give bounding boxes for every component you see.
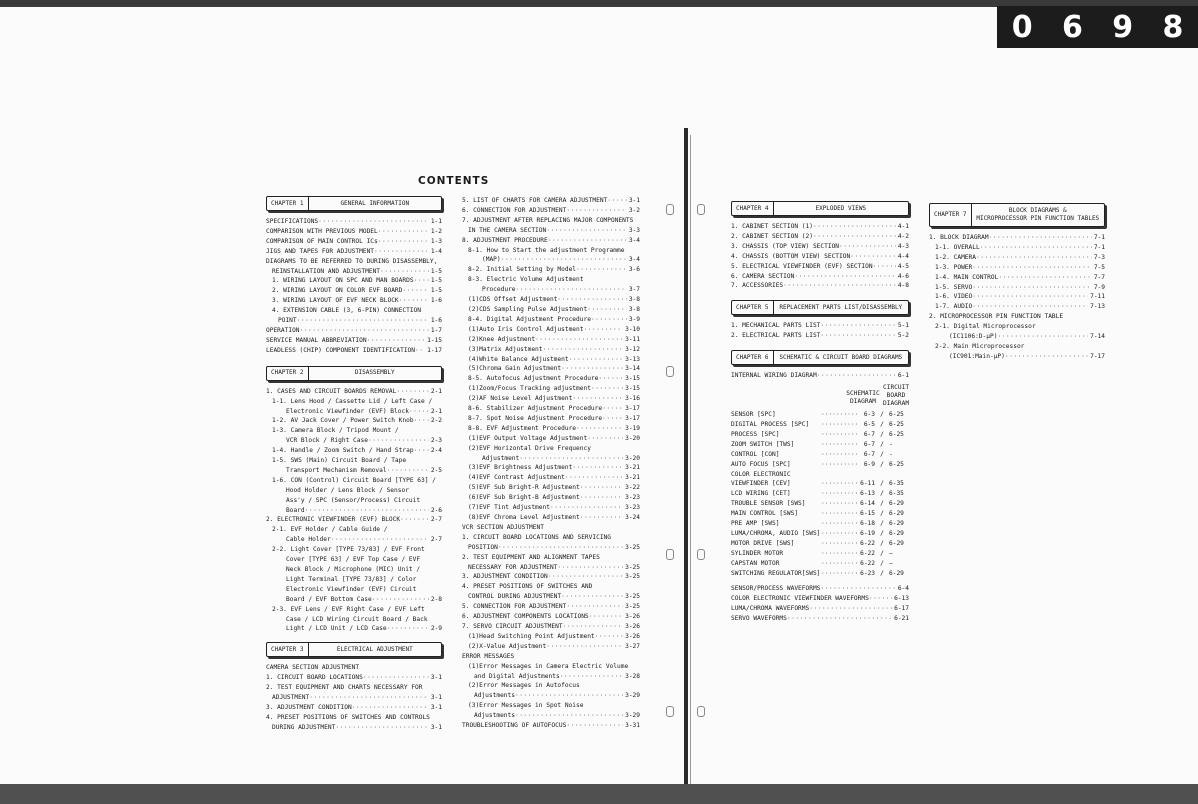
toc-entry: 8-1. How to Start the adjustment Programme [468,246,625,254]
toc-entry: (4)EVF Contrast Adjustment ····· 3-21 [462,473,640,483]
toc-entry: 2. WIRING LAYOUT ON COLOR EVF BOARD ····· 1-5 [266,286,442,296]
toc-entry: VCR SECTION ADJUSTMENT [462,523,544,531]
toc-entry: ERROR MESSAGES [462,652,515,660]
chapter-2-entries [266,387,442,635]
toc-entry: (3)Matrix Adjustment ····· 3-12 [462,345,640,355]
schematic-row: VIEWFINDER [CEV] ····· 6-11 / 6-35 [731,479,909,489]
schematic-row: TROUBLE SENSOR [SWS] ····· 6-14 / 6-29 [731,499,909,509]
toc-entry: 7. ADJUSTMENT AFTER REPLACING MAJOR COMPONENTS [462,216,634,224]
chapter-2-header: CHAPTER 2 DISASSEMBLY [266,366,442,381]
toc-entry: 1-6. VIDEO ····· 7-11 [929,292,1105,302]
toc-entry: Electronic Viewfinder (EVF) Block ····· 2-1 [266,407,442,417]
waveform-entries [731,584,909,624]
toc-entry: CONTROL DURING ADJUSTMENT ····· 3-25 [462,592,640,602]
toc-entry: (7)EVF Tint Adjustment ····· 3-23 [462,503,640,513]
toc-entry: Board ····· 2-6 [266,506,442,516]
schematic-row: COLOR ELECTRONIC [731,470,791,478]
toc-entry: Ass'y / SPC (Sensor/Process) Circuit [286,496,421,504]
toc-entry: Adjustments ····· 3-29 [462,711,640,721]
toc-entry: TROUBLESHOOTING OF AUTOFOCUS ····· 3-31 [462,721,640,731]
toc-entry: 8-5. Autofocus Adjustment Procedure ····· 3-15 [462,374,640,384]
toc-entry: 2-3. EVF Lens / EVF Right Case / EVF Left [272,605,425,613]
toc-entry: 1. CIRCUIT BOARD LOCATIONS ····· 3-1 [266,673,442,683]
toc-entry: (5)Chroma Gain Adjustment ····· 3-14 [462,364,640,374]
toc-entry: (IC901:Main-µP) ····· 7-17 [929,352,1105,362]
toc-entry: 8-6. Stabilizer Adjustment Procedure ····· 3-17 [462,404,640,414]
toc-entry: ADJUSTMENT ····· 3-1 [266,693,442,703]
chapter-3-continued-entries [462,196,640,731]
toc-entry: 1-2. AV Jack Cover / Power Switch Knob ····· 2-2 [266,416,442,426]
toc-entry: (3)Error Messages in Spot Noise [468,702,584,710]
toc-entry: 4. CHASSIS (BOTTOM VIEW) SECTION ····· 4-4 [731,252,909,262]
toc-entry: 1-3. Camera Block / Tripod Mount / [272,427,399,435]
toc-entry: 2-1. Digital Microprocessor [935,323,1036,331]
schematic-row: LCD WIRING [CET] ····· 6-13 / 6-35 [731,489,909,499]
chapter-3-header: CHAPTER 3 ELECTRICAL ADJUSTMENT [266,642,442,657]
binding-hole [666,366,674,377]
toc-entry: 1-2. CAMERA ····· 7-3 [929,253,1105,263]
toc-entry: 2. ELECTRONIC VIEWFINDER (EVF) BLOCK ····· 2-7 [266,515,442,525]
toc-entry: (3)EVF Brightness Adjustment ····· 3-21 [462,463,640,473]
binding-hole [666,706,674,717]
toc-entry: 1-5. SWS (Main) Circuit Board / Tape [272,457,407,465]
chapter-3-entries [266,663,442,732]
page-digit: 0 [1011,9,1033,45]
toc-entry: 6. ADJUSTMENT COMPONENTS LOCATIONS ····· 3-26 [462,612,640,622]
toc-entry: POINT ····· 1-6 [266,316,442,326]
toc-column-4 [929,199,1105,362]
toc-entry: (1)CDS Offset Adjustment ····· 3-8 [462,295,640,305]
page-digit: 9 [1112,9,1134,45]
toc-entry: LUMA/CHROMA WAVEFORMS ····· 6-17 [731,604,909,614]
scan-bottom-edge [0,784,1198,804]
toc-entry: 2. TEST EQUIPMENT AND ALIGNMENT TAPES [462,553,600,561]
chapter-4-header: CHAPTER 4 EXPLODED VIEWS [731,201,909,216]
binding-hole [697,706,705,717]
toc-entry: 1-6. CON (Control) Circuit Board [TYPE 63] / [272,476,436,484]
toc-entry: (8)EVF Chroma Level Adjustment ····· 3-24 [462,513,640,523]
toc-entry: VCR Block / Right Case ····· 2-3 [266,436,442,446]
chapter-5-entries [731,321,909,341]
toc-entry: 1-7. AUDIO ····· 7-13 [929,302,1105,312]
toc-entry: 8-2. Initial Setting by Model ····· 3-6 [462,265,640,275]
toc-entry: 2. CABINET SECTION (2) ····· 4-2 [731,232,909,242]
book-spine-shadow [690,135,691,784]
toc-entry: COMPARISON WITH PREVIOUS MODEL ····· 1-2 [266,227,442,237]
toc-entry: 2-2. Main Microprocessor [935,342,1025,350]
toc-entry: Light Terminal [TYPE 73/83] / Color [286,575,417,583]
page-number-tab [997,6,1198,48]
toc-entry: 2-1. EVF Holder / Cable Guide / [272,526,388,534]
schematic-row: MAIN CONTROL [SWS] ····· 6-15 / 6-29 [731,509,909,519]
schematic-row: AUTO FOCUS [SPC] ····· 6-9 / 6-25 [731,460,909,470]
toc-entry: 8-8. EVF Adjustment Procedure ····· 3-19 [462,424,640,434]
page-title: CONTENTS [418,175,490,187]
toc-column-3 [731,197,909,624]
toc-entry: (2)X-Value Adjustment ····· 3-27 [462,642,640,652]
toc-entry: Light / LCD Unit / LCD Case ····· 2-9 [266,624,442,634]
schematic-row: ZOOM SWITCH [TWS] ····· 6-7 / - [731,440,909,450]
toc-entry: 1-1. Lens Hood / Cassette Lid / Left Case / [272,397,433,405]
toc-entry: (2)Error Messages in Autofocus [468,682,580,690]
toc-entry: (2)CDS Sampling Pulse Adjustment ····· 3-8 [462,305,640,315]
toc-entry: (2)Knee Adjustment ····· 3-11 [462,335,640,345]
toc-entry: 2. ELECTRICAL PARTS LIST ····· 5-2 [731,331,909,341]
toc-entry: COLOR ELECTRONIC VIEWFINDER WAVEFORMS ····· 6-13 [731,594,909,604]
toc-column-2 [462,196,640,731]
toc-entry: and Digital Adjustments ····· 3-28 [462,672,640,682]
chapter-1-entries [266,217,442,356]
toc-entry: 8-3. Electric Volume Adjustment [468,276,584,284]
toc-entry: DURING ADJUSTMENT ····· 3-1 [266,723,442,733]
toc-entry: POSITION ····· 3-25 [462,543,640,553]
toc-entry: (IC1106:D-µP) ····· 7-14 [929,332,1105,342]
toc-entry: SERVICE MANUAL ABBREVIATION ····· 1-15 [266,336,442,346]
toc-entry: 1-4. MAIN CONTROL ····· 7-7 [929,273,1105,283]
chapter-4-entries [731,222,909,291]
toc-entry: 8. ADJUSTMENT PROCEDURE ····· 3-4 [462,236,640,246]
toc-entry: INTERNAL WIRING DIAGRAM ····· 6-1 [731,371,909,381]
toc-entry: Case / LCD Wiring Circuit Board / Back [286,615,428,623]
toc-entry: COMPARISON OF MAIN CONTROL ICs ····· 1-3 [266,237,442,247]
schematic-row: MOTOR DRIVE [SWS] ····· 6-22 / 6-29 [731,539,909,549]
toc-entry: 3. ADJUSTMENT CONDITION ····· 3-1 [266,703,442,713]
toc-entry: 4. PRESET POSITIONS OF SWITCHES AND CONTROLS [266,713,430,721]
toc-entry: 5. ELECTRICAL VIEWFINDER (EVF) SECTION ····· 4-5 [731,262,909,272]
toc-entry: SENSOR/PROCESS WAVEFORMS ····· 6-4 [731,584,909,594]
toc-entry: SPECIFICATIONS ····· 1-1 [266,217,442,227]
binding-hole [666,204,674,215]
toc-entry: 1-4. Handle / Zoom Switch / Hand Strap ····· 2-4 [266,446,442,456]
toc-entry: 1. BLOCK DIAGRAM ····· 7-1 [929,233,1105,243]
toc-entry: 1-1. OVERALL ····· 7-1 [929,243,1105,253]
page-digit: 6 [1061,9,1083,45]
toc-column-1 [266,192,442,733]
toc-entry: (MAP) ····· 3-4 [462,255,640,265]
binding-hole [666,549,674,560]
chapter-1-header: CHAPTER 1 GENERAL INFORMATION [266,196,442,211]
toc-entry: 1. MECHANICAL PARTS LIST ····· 5-1 [731,321,909,331]
toc-entry: SERVO WAVEFORMS ····· 6-21 [731,614,909,624]
toc-entry: (1)Error Messages in Camera Electric Volume [468,662,629,670]
toc-entry: DIAGRAMS TO BE REFERRED TO DURING DISASSEMBLY, [266,257,438,265]
toc-entry: (2)EVF Horizontal Drive Frequency [468,444,591,452]
toc-entry: Adjustment ····· 3-20 [462,454,640,464]
schematic-row: CAPSTAN MOTOR ····· 6-22 / — [731,559,909,569]
toc-entry: 7. ACCESSORIES ····· 4-8 [731,281,909,291]
schematic-row: DIGITAL PROCESS [SPC] ····· 6-5 / 6-25 [731,420,909,430]
toc-entry: 4. PRESET POSITIONS OF SWITCHES AND [462,583,593,591]
toc-entry: 1. CASES AND CIRCUIT BOARDS REMOVAL ····· 2-1 [266,387,442,397]
toc-entry: (1)Auto Iris Control Adjustment ····· 3-10 [462,325,640,335]
toc-entry: 3. CHASSIS (TOP VIEW) SECTION ····· 4-3 [731,242,909,252]
toc-entry: 2. TEST EQUIPMENT AND CHARTS NECESSARY FOR [266,684,423,692]
schematic-row: SENSOR [SPC] ····· 6-3 / 6-25 [731,410,909,420]
schematic-table [731,410,909,578]
toc-entry: 2. MICROPROCESSOR PIN FUNCTION TABLE [929,313,1064,321]
schematic-row: PROCESS [SPC] ····· 6-7 / 6-25 [731,430,909,440]
toc-entry: 1. CABINET SECTION (1) ····· 4-1 [731,222,909,232]
chapter-7-entries [929,233,1105,362]
toc-entry: 2-2. Light Cover [TYPE 73/83] / EVF Front [272,546,425,554]
toc-entry: CAMERA SECTION ADJUSTMENT [266,664,360,672]
toc-entry: Hood Holder / Lens Block / Sensor [286,486,409,494]
toc-entry: Cable Holder ····· 2-7 [266,535,442,545]
toc-entry: 1. CIRCUIT BOARD LOCATIONS AND SERVICING [462,533,612,541]
toc-entry: (6)EVF Sub Bright-B Adjustment ····· 3-23 [462,493,640,503]
toc-entry: Transport Mechanism Removal ····· 2-5 [266,466,442,476]
toc-entry: IN THE CAMERA SECTION ····· 3-3 [462,226,640,236]
schematic-row: CONTROL [CON] ····· 6-7 / - [731,450,909,460]
toc-entry: (4)White Balance Adjustment ····· 3-13 [462,355,640,365]
toc-entry: 8-4. Digital Adjustment Procedure ····· 3-9 [462,315,640,325]
toc-entry: 8-7. Spot Noise Adjustment Procedure ····· 3-17 [462,414,640,424]
toc-entry: 6. CONNECTION FOR ADJUSTMENT ····· 3-2 [462,206,640,216]
schematic-row: PRE AMP [SWS] ····· 6-18 / 6-29 [731,519,909,529]
toc-entry: Electronic Viewfinder (EVF) Circuit [286,585,417,593]
toc-entry: Procedure ····· 3-7 [462,285,640,295]
toc-entry: OPERATION ····· 1-7 [266,326,442,336]
toc-entry: 5. CONNECTION FOR ADJUSTMENT ····· 3-25 [462,602,640,612]
binding-hole [697,204,705,215]
toc-entry: 7. SERVO CIRCUIT ADJUSTMENT ····· 3-26 [462,622,640,632]
toc-entry: Board / EVF Bottom Case ····· 2-8 [266,595,442,605]
schematic-row: SYLINDER MOTOR ····· 6-22 / — [731,549,909,559]
schematic-column-headers [731,384,909,408]
toc-entry: (5)EVF Sub Bright-R Adjustment ····· 3-22 [462,483,640,493]
toc-entry: 1-3. POWER ····· 7-5 [929,263,1105,273]
toc-entry: 1. WIRING LAYOUT ON SPC AND MAN BOARDS ····· 1-5 [266,276,442,286]
schematic-row: SWITCHING REGULATOR[SWS] ····· 6-23 / 6-29 [731,569,909,579]
toc-entry: (2)AF Noise Level Adjustment ····· 3-16 [462,394,640,404]
toc-entry: NECESSARY FOR ADJUSTMENT ····· 3-25 [462,563,640,573]
toc-entry: 6. CAMERA SECTION ····· 4-6 [731,272,909,282]
toc-entry: (1)Zoom/Focus Tracking adjustment ····· 3-15 [462,384,640,394]
toc-entry: Adjustments ····· 3-29 [462,691,640,701]
chapter-6-header: CHAPTER 6 SCHEMATIC & CIRCUIT BOARD DIAGRAMS [731,350,909,365]
toc-entry: (1)EVF Output Voltage Adjustment ····· 3-20 [462,434,640,444]
schematic-header: SCHEMATIC DIAGRAM [846,390,880,406]
toc-entry: (1)Head Switching Point Adjustment ····· 3-26 [462,632,640,642]
toc-entry: 3. WIRING LAYOUT OF EVF NECK BLOCK ····· 1-6 [266,296,442,306]
chapter-5-header: CHAPTER 5 REPLACEMENT PARTS LIST/DISASSEMBLY [731,300,909,315]
toc-entry: 3. ADJUSTMENT CONDITION ····· 3-25 [462,572,640,582]
toc-entry: REINSTALLATION AND ADJUSTMENT ····· 1-5 [266,267,442,277]
schematic-row: LUMA/CHROMA, AUDIO [SWS] ····· 6-19 / 6-29 [731,529,909,539]
toc-entry: Neck Block / Microphone (MIC) Unit / [286,566,421,573]
toc-entry: LEADLESS (CHIP) COMPONENT IDENTIFICATION ····· 1-17 [266,346,442,356]
book-spine [684,128,688,784]
toc-entry: 5. LIST OF CHARTS FOR CAMERA ADJUSTMENT ····· 3-1 [462,196,640,206]
page-digit: 8 [1162,9,1184,45]
binding-hole [697,549,705,560]
toc-entry: 1-5. SERVO ····· 7-9 [929,283,1105,293]
chapter-7-header: CHAPTER 7 BLOCK DIAGRAMS & MICROPROCESSOR PIN FUNCTION TABLES [929,203,1105,227]
toc-entry: 4. EXTENSION CABLE (3, 6-PIN) CONNECTION [272,307,422,315]
toc-entry: JIGS AND TAPES FOR ADJUSTMENT ····· 1-4 [266,247,442,257]
toc-entry: Cover [TYPE 63] / EVF Top Case / EVF [286,556,421,564]
circuit-board-header: CIRCUIT BOARD DIAGRAM [883,384,910,408]
